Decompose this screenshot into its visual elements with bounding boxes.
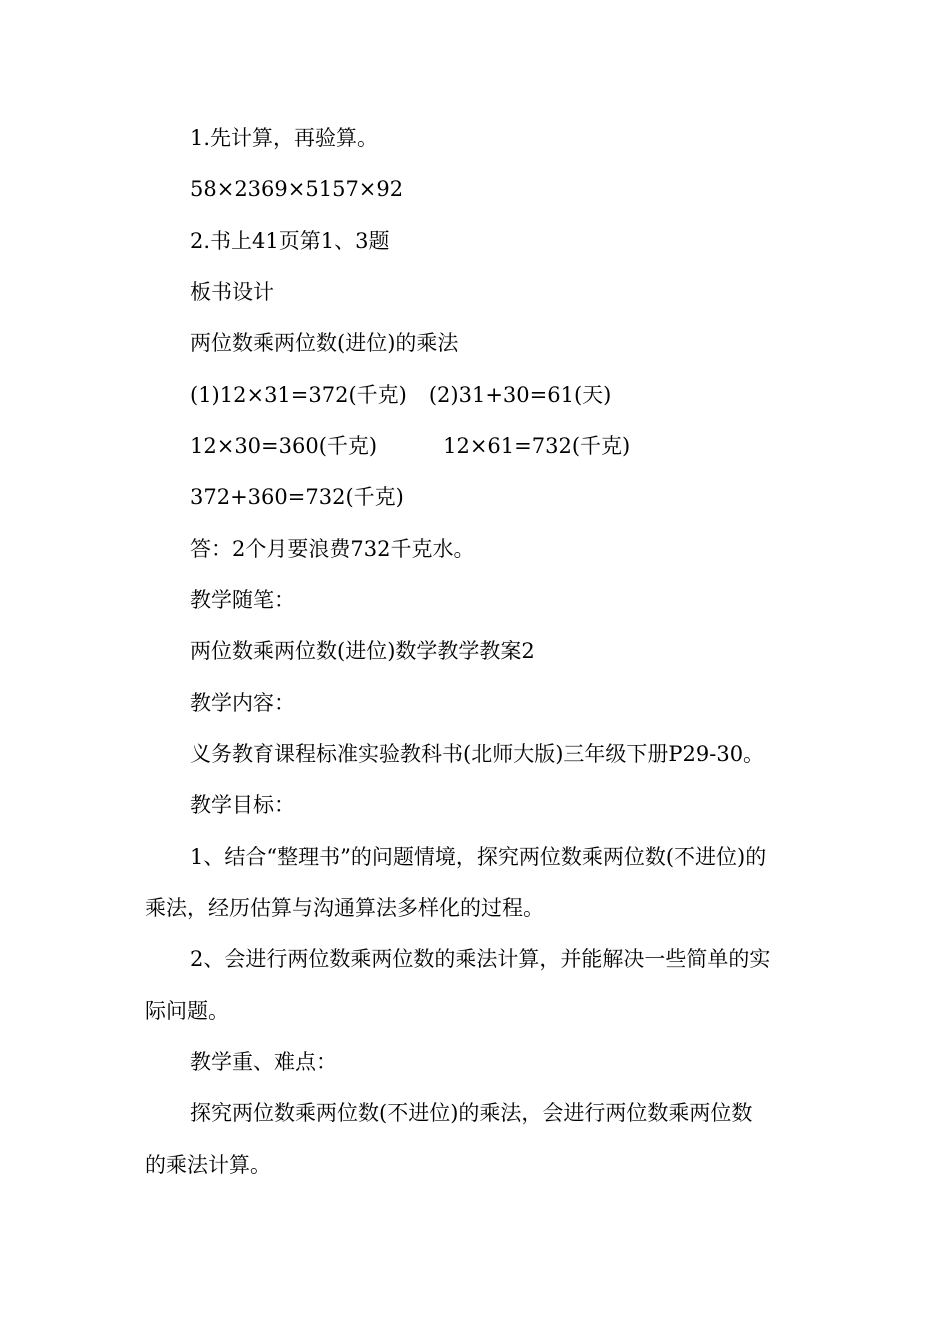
calculation-2-left: 12×30=360(千克) (190, 434, 378, 458)
teaching-notes-heading: 教学随笔： (190, 588, 295, 612)
answer-line: 答：2个月要浪费732千克水。 (190, 537, 475, 561)
calculation-2-right: 12×61=732(千克) (443, 434, 631, 458)
teaching-goals-heading: 教学目标： (190, 793, 295, 817)
goal-1-line-1: 1、结合“整理书”的问题情境，探究两位数乘两位数(不进位)的 (190, 845, 767, 869)
teaching-content-text: 义务教育课程标准实验教科书(北师大版)三年级下册P29-30。 (190, 742, 765, 766)
calculation-1-right: (2)31+30=61(天) (428, 383, 612, 407)
calculation-row-3: 372+360=732(千克) (190, 485, 404, 509)
goal-2-line-2: 际问题。 (145, 999, 229, 1023)
key-difficulty-line-2: 的乘法计算。 (145, 1153, 271, 1177)
calculation-row-1 (190, 382, 611, 408)
board-design-title: 两位数乘两位数(进位)的乘法 (190, 331, 459, 355)
lesson-plan-title: 两位数乘两位数(进位)数学教学教案2 (190, 639, 535, 663)
key-difficulty-line-1: 探究两位数乘两位数(不进位)的乘法，会进行两位数乘两位数 (190, 1101, 753, 1125)
board-design-heading: 板书设计 (190, 280, 274, 304)
goal-1-line-2: 乘法，经历估算与沟通算法多样化的过程。 (145, 896, 544, 920)
teaching-content-heading: 教学内容： (190, 691, 295, 715)
exercise-1-heading: 1.先计算，再验算。 (190, 126, 379, 150)
exercise-2-heading: 2.书上41页第1、3题 (190, 229, 390, 253)
goal-2-line-1: 2、会进行两位数乘两位数的乘法计算，并能解决一些简单的实 (190, 947, 771, 971)
calculation-1-left: (1)12×31=372(千克) (190, 383, 407, 407)
key-difficulty-heading: 教学重、难点： (190, 1050, 337, 1074)
calculation-row-2 (190, 433, 630, 459)
exercise-1-problems: 58×2369×5157×92 (190, 177, 404, 201)
